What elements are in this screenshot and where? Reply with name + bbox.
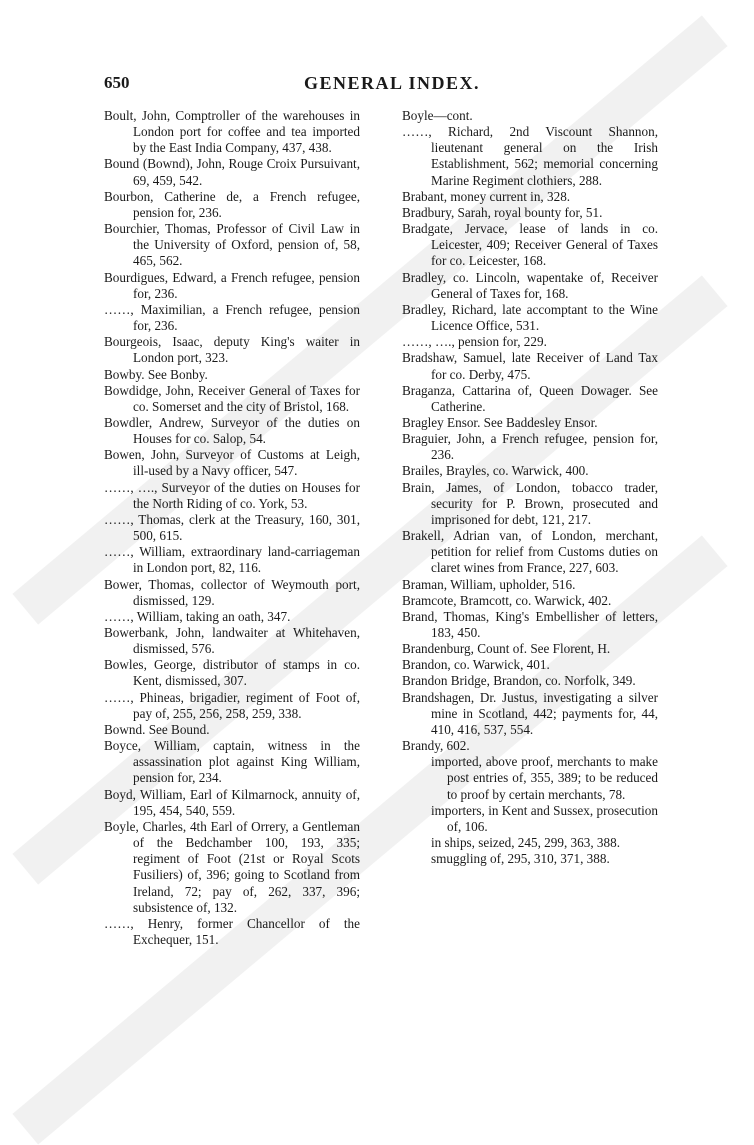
index-entry: ……, …., pension for, 229.	[402, 334, 547, 350]
index-entry: Braguier, John, a French refugee, pension for, 236.	[402, 431, 658, 463]
index-entry: Bourchier, Thomas, Professor of Civil Law in the University of Oxford, pension of, 58, 465, 562.	[104, 221, 360, 269]
index-entry: Bourbon, Catherine de, a French refugee, pension for, 236.	[104, 188, 360, 220]
index-entry: Bowerbank, John, landwaiter at Whitehaven, dismissed, 576.	[104, 625, 360, 657]
index-entry: Bowdidge, John, Receiver General of Taxes for co. Somerset and the city of Bristol, 168.	[104, 382, 360, 414]
index-entry: Boyle, Charles, 4th Earl of Orrery, a Gentleman of the Bedchamber 100, 193, 335; regiment of Foot (21st or Royal Scots Fusiliers) of, 396; going to Scotland from Ireland, 72; pay of, 262, 337, 396; subsistence of, 132.	[104, 818, 360, 915]
index-subentry: importers, in Kent and Sussex, prosecution of, 106.	[431, 802, 658, 834]
index-entry: Bowles, George, distributor of stamps in co. Kent, dismissed, 307.	[104, 657, 360, 689]
index-entry: ……, William, taking an oath, 347.	[104, 608, 291, 624]
index-entry: ……, Richard, 2nd Viscount Shannon, lieutenant general on the Irish Establishment, 562; memorial concerning Marine Regiment clothiers, 288.	[402, 124, 658, 188]
index-entry: Boyd, William, Earl of Kilmarnock, annuity of, 195, 454, 540, 559.	[104, 786, 360, 818]
left-column	[104, 108, 360, 948]
index-entry: Bragley Ensor. See Baddesley Ensor.	[402, 414, 598, 430]
index-entry: Brandon, co. Warwick, 401.	[402, 657, 550, 673]
index-entry: Boult, John, Comptroller of the warehouses in London port for coffee and tea imported by the East India Company, 437, 438.	[104, 108, 360, 156]
index-entry: Bowdler, Andrew, Surveyor of the duties on Houses for co. Salop, 54.	[104, 414, 360, 447]
index-entry: ……, Maximilian, a French refugee, pension for, 236.	[104, 301, 360, 334]
index-entry: Braganza, Cattarina of, Queen Dowager. See Catherine.	[402, 382, 658, 414]
index-entry: Brand, Thomas, King's Embellisher of letters, 183, 450.	[402, 608, 658, 640]
index-subentry: imported, above proof, merchants to make post entries of, 355, 389; to be reduced to proof by certain merchants, 78.	[431, 754, 658, 802]
index-entry: Brandenburg, Count of. See Florent, H.	[402, 641, 611, 657]
index-entry: Bourdigues, Edward, a French refugee, pension for, 236.	[104, 269, 360, 301]
index-entry: Bower, Thomas, collector of Weymouth port, dismissed, 129.	[104, 576, 360, 608]
index-entry: ……, William, extraordinary land-carriageman in London port, 82, 116.	[104, 544, 360, 576]
index-subentry: in ships, seized, 245, 299, 363, 388.	[431, 835, 621, 851]
index-entry: Brandshagen, Dr. Justus, investigating a silver mine in Scotland, 442; payments for, 44, 410, 416, 537, 554.	[402, 689, 658, 737]
index-entry: Bourgeois, Isaac, deputy King's waiter in London port, 323.	[104, 334, 360, 366]
index-entry: Bowby. See Bonby.	[104, 366, 208, 382]
index-entry: Bradley, Richard, late accomptant to the Wine Licence Office, 531.	[402, 301, 658, 334]
continuation-heading: Boyle—cont.	[402, 108, 473, 123]
index-entry: Bradshaw, Samuel, late Receiver of Land Tax for co. Derby, 475.	[402, 350, 658, 382]
index-entry: Bound (Bownd), John, Rouge Croix Pursuivant, 69, 459, 542.	[104, 156, 360, 188]
index-entry: Bramcote, Bramcott, co. Warwick, 402.	[402, 592, 612, 608]
index-entry: ……, …., Surveyor of the duties on Houses for the North Riding of co. York, 53.	[104, 479, 360, 511]
page-header	[104, 73, 664, 99]
index-entry: Brandon Bridge, Brandon, co. Norfolk, 349.	[402, 673, 636, 689]
index-entry: Boyce, William, captain, witness in the assassination plot against King William, pension for, 234.	[104, 738, 360, 786]
index-entry: Bownd. See Bound.	[104, 721, 210, 737]
index-entry: Brakell, Adrian van, of London, merchant, petition for relief from Customs duties on claret wines from France, 227, 603.	[402, 528, 658, 576]
index-entry: ……, Thomas, clerk at the Treasury, 160, 301, 500, 615.	[104, 511, 360, 544]
right-entries	[402, 124, 658, 754]
brandy-subentries	[402, 754, 658, 867]
index-entry: Bowen, John, Surveyor of Customs at Leigh, ill-used by a Navy officer, 547.	[104, 447, 360, 479]
index-entry: Bradbury, Sarah, royal bounty for, 51.	[402, 204, 603, 220]
index-entry: Brain, James, of London, tobacco trader, security for P. Brown, prosecuted and imprisoned for debt, 121, 217.	[402, 479, 658, 527]
running-head: GENERAL INDEX.	[304, 73, 481, 93]
right-column	[402, 108, 658, 867]
index-subentry: smuggling of, 295, 310, 371, 388.	[431, 851, 610, 867]
index-entry: Braman, William, upholder, 516.	[402, 576, 576, 592]
index-entry: Brabant, money current in, 328.	[402, 188, 571, 204]
index-entry: Brailes, Brayles, co. Warwick, 400.	[402, 463, 589, 479]
page-number: 650	[104, 73, 130, 92]
index-entry: ……, Henry, former Chancellor of the Exchequer, 151.	[104, 915, 360, 947]
index-entry: Bradley, co. Lincoln, wapentake of, Receiver General of Taxes for, 168.	[402, 269, 658, 301]
index-entry: ……, Phineas, brigadier, regiment of Foot of, pay of, 255, 256, 258, 259, 338.	[104, 689, 360, 721]
index-entry: Brandy, 602.	[402, 738, 470, 754]
index-entry: Bradgate, Jervace, lease of lands in co. Leicester, 409; Receiver General of Taxes for co. Leicester, 168.	[402, 221, 658, 269]
